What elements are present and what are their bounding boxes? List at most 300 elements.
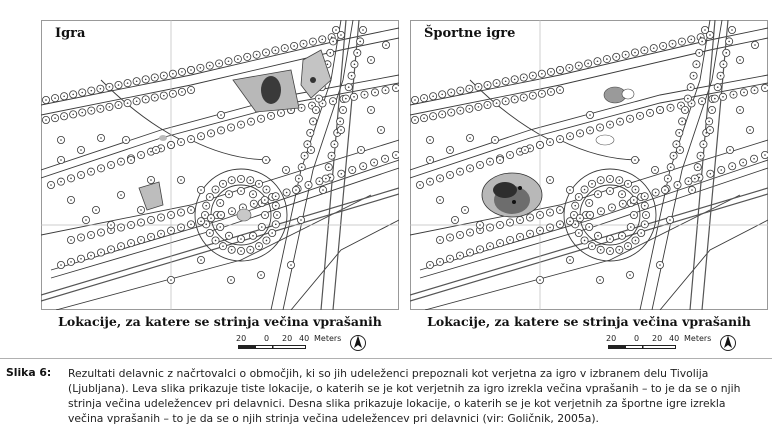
tree-dot — [231, 210, 233, 212]
scale-bar-graphic — [608, 345, 676, 349]
tree-dot — [385, 44, 387, 46]
tree-dot — [154, 77, 156, 79]
tree-dot — [574, 224, 576, 226]
tree-dot — [729, 149, 731, 151]
sports-point — [512, 200, 516, 204]
tree-dot — [140, 209, 142, 211]
tree-dot — [749, 129, 751, 131]
scale-label: 0 — [264, 334, 270, 343]
tree-dot — [635, 240, 637, 242]
tree-dot — [619, 249, 621, 251]
tree-dot — [384, 158, 386, 160]
tree-dot — [200, 189, 202, 191]
tree-dot — [588, 202, 590, 204]
tree-dot — [307, 143, 309, 145]
tree-dot — [145, 99, 147, 101]
tree-dot — [246, 56, 248, 58]
tree-dot — [385, 89, 387, 91]
tree-dot — [589, 114, 591, 116]
tree-dot — [574, 205, 576, 207]
tree-dot — [154, 97, 156, 99]
tree-dot — [228, 235, 230, 237]
map-panel-igra — [41, 20, 399, 310]
tree-dot — [220, 130, 222, 132]
tree-dot — [635, 189, 637, 191]
tree-dot — [200, 135, 202, 137]
tree-dot — [231, 249, 233, 251]
map-panel-sportne-igre — [410, 20, 768, 310]
tree-dot — [150, 151, 152, 153]
tree-dot — [609, 190, 611, 192]
scale-label: 40 — [669, 334, 680, 343]
tree-dot — [100, 168, 102, 170]
tree-dot — [264, 199, 266, 201]
tree-dot — [579, 217, 581, 219]
tree-dot — [270, 115, 272, 117]
tree-dot — [559, 89, 561, 91]
tree-dot — [662, 45, 664, 47]
tree-dot — [303, 43, 305, 45]
tree-dot — [335, 29, 337, 31]
tree-dot — [673, 155, 675, 157]
tree-dot — [63, 95, 65, 97]
tree-dot — [691, 103, 693, 105]
tree-dot — [110, 164, 112, 166]
tree-dot — [509, 239, 511, 241]
tree-dot — [298, 178, 300, 180]
tree-dot — [351, 169, 353, 171]
tree-dot — [489, 245, 491, 247]
tree-dot — [118, 104, 120, 106]
tree-dot — [242, 207, 244, 209]
tree-dot — [680, 105, 682, 107]
tree-dot — [469, 137, 471, 139]
caption-divider — [0, 358, 772, 359]
tree-dot — [359, 41, 361, 43]
map-title: Športne igre — [424, 26, 516, 41]
tree-dot — [681, 121, 683, 123]
tree-dot — [700, 155, 702, 157]
tree-dot — [145, 79, 147, 81]
tree-dot — [260, 118, 262, 120]
tree-dot — [256, 54, 258, 56]
tree-dot — [205, 224, 207, 226]
tree-dot — [573, 214, 575, 216]
tree-dot — [163, 95, 165, 97]
tree-dot — [479, 249, 481, 251]
tree-dot — [304, 155, 306, 157]
tree-dot — [449, 237, 451, 239]
tree-dot — [649, 112, 651, 114]
tree-dot — [190, 89, 192, 91]
tree-dot — [130, 242, 132, 244]
tree-dot — [295, 189, 297, 191]
tree-dot — [634, 159, 636, 161]
tree-dot — [519, 219, 521, 221]
tree-dot — [200, 259, 202, 261]
tree-dot — [261, 226, 263, 228]
tree-dot — [100, 232, 102, 234]
tree-dot — [634, 52, 636, 54]
tree-dot — [659, 109, 661, 111]
tree-dot — [600, 210, 602, 212]
tree-dot — [190, 209, 192, 211]
tree-dot — [341, 173, 343, 175]
tree-dot — [722, 96, 724, 98]
tree-dot — [356, 52, 358, 54]
tree-dot — [163, 75, 165, 77]
tree-dot — [459, 234, 461, 236]
tree-dot — [312, 41, 314, 43]
tree-dot — [63, 115, 65, 117]
play-point — [310, 77, 316, 83]
tree-dot — [253, 203, 255, 205]
tree-dot — [659, 264, 661, 266]
tree-dot — [499, 159, 501, 161]
tree-dot — [469, 108, 471, 110]
play-area — [159, 135, 167, 141]
tree-dot — [170, 214, 172, 216]
tree-dot — [615, 56, 617, 58]
tree-dot — [694, 178, 696, 180]
tree-dot — [140, 154, 142, 156]
figure-label: Slika 6: — [6, 366, 52, 379]
tree-dot — [240, 178, 242, 180]
tree-dot — [130, 159, 132, 161]
tree-dot — [709, 129, 711, 131]
tree-dot — [450, 92, 452, 94]
tree-dot — [170, 230, 172, 232]
sports-area — [622, 89, 634, 99]
tree-dot — [549, 179, 551, 181]
tree-dot — [509, 154, 511, 156]
tree-dot — [155, 149, 157, 151]
tree-dot — [639, 115, 641, 117]
tree-dot — [319, 180, 321, 182]
tree-dot — [710, 173, 712, 175]
tree-dot — [439, 239, 441, 241]
tree-dot — [120, 227, 122, 229]
tree-dot — [140, 239, 142, 241]
tree-dot — [130, 224, 132, 226]
tree-dot — [285, 169, 287, 171]
tree-dot — [549, 227, 551, 229]
tree-dot — [110, 224, 112, 226]
tree-dot — [54, 97, 56, 99]
tree-dot — [70, 178, 72, 180]
tree-dot — [655, 192, 657, 194]
tree-dot — [45, 119, 47, 121]
tree-dot — [569, 220, 571, 222]
tree-dot — [353, 96, 355, 98]
tree-dot — [230, 127, 232, 129]
tree-dot — [100, 137, 102, 139]
tree-dot — [653, 47, 655, 49]
tree-dot — [742, 162, 744, 164]
tree-dot — [204, 214, 206, 216]
tree-dot — [549, 141, 551, 143]
tree-dot — [539, 230, 541, 232]
tree-dot — [489, 161, 491, 163]
tree-dot — [625, 54, 627, 56]
tree-dot — [50, 184, 52, 186]
tree-dot — [266, 189, 268, 191]
tree-dot — [609, 250, 611, 252]
tree-dot — [414, 99, 416, 101]
tree-dot — [584, 240, 586, 242]
tree-dot — [345, 98, 347, 100]
tree-dot — [690, 86, 692, 88]
tree-dot — [701, 100, 703, 102]
tree-dot — [276, 214, 278, 216]
tree-dot — [739, 109, 741, 111]
tree-dot — [275, 224, 277, 226]
tree-dot — [676, 143, 678, 145]
tree-dot — [559, 138, 561, 140]
tree-dot — [228, 60, 230, 62]
tree-dot — [478, 86, 480, 88]
tree-dot — [231, 179, 233, 181]
tree-dot — [432, 115, 434, 117]
tree-dot — [514, 99, 516, 101]
tree-dot — [228, 193, 230, 195]
tree-dot — [449, 149, 451, 151]
tree-dot — [81, 92, 83, 94]
figure-caption: Rezultati delavnic z načrtovalci o območjih, ki so jih udeleženci prepoznali kot verjetna za igro v izbranem delu Tivolija (Ljubljana). Leva slika prikazuje tiste lokacije, o katerih se je kot verjetnih za igro izrekla večina vprašanih – to je da se o njih strinja večina udeležencev pri delavnici. Desna slika prikazuje lokacije, o katerih se je kot verjetnih za športne igre izrekla večina vprašanih – to je da se o njih strinja večina udeležencev pri delavnici (vir: Goličnik, 2005a). — [68, 367, 741, 425]
tree-dot — [441, 94, 443, 96]
tree-dot — [210, 217, 212, 219]
tree-dot — [370, 109, 372, 111]
tree-dot — [329, 52, 331, 54]
tree-dot — [150, 219, 152, 221]
tree-dot — [678, 132, 680, 134]
tree-dot — [354, 63, 356, 65]
tree-dot — [265, 159, 267, 161]
tree-dot — [701, 41, 703, 43]
tree-dot — [439, 178, 441, 180]
tree-dot — [644, 50, 646, 52]
tree-dot — [120, 245, 122, 247]
tree-dot — [696, 63, 698, 65]
tree-dot — [300, 219, 302, 221]
tree-dot — [569, 67, 571, 69]
tree-dot — [519, 151, 521, 153]
tree-dot — [110, 229, 112, 231]
tree-dot — [654, 169, 656, 171]
tree-dot — [180, 179, 182, 181]
tree-dot — [219, 226, 221, 228]
tree-dot — [681, 41, 683, 43]
tree-dot — [469, 88, 471, 90]
tree-dot — [301, 107, 303, 109]
tree-dot — [140, 222, 142, 224]
tree-dot — [80, 174, 82, 176]
tree-dot — [70, 239, 72, 241]
tree-dot — [70, 261, 72, 263]
tree-dot — [691, 189, 693, 191]
tree-dot — [100, 88, 102, 90]
tree-dot — [219, 202, 221, 204]
tree-dot — [250, 179, 252, 181]
tree-dot — [589, 214, 591, 216]
tree-dot — [621, 235, 623, 237]
tree-dot — [215, 189, 217, 191]
tree-dot — [487, 84, 489, 86]
tree-dot — [209, 196, 211, 198]
tree-dot — [322, 189, 324, 191]
north-arrow-icon — [350, 334, 366, 352]
tree-dot — [559, 209, 561, 211]
tree-dot — [731, 29, 733, 31]
tree-dot — [739, 59, 741, 61]
tree-dot — [275, 195, 277, 197]
tree-dot — [275, 50, 277, 52]
tree-dot — [597, 60, 599, 62]
tree-dot — [190, 138, 192, 140]
tree-dot — [266, 240, 268, 242]
tree-dot — [743, 92, 745, 94]
tree-dot — [494, 139, 496, 141]
tree-dot — [310, 149, 312, 151]
tree-dot — [180, 141, 182, 143]
tree-dot — [209, 232, 211, 234]
tree-dot — [240, 190, 242, 192]
tree-dot — [633, 214, 635, 216]
tree-dot — [541, 93, 543, 95]
tree-dot — [230, 279, 232, 281]
scale-label: 0 — [634, 334, 640, 343]
tree-dot — [351, 75, 353, 77]
tree-dot — [569, 135, 571, 137]
tree-dot — [633, 199, 635, 201]
tree-dot — [754, 89, 756, 91]
map-title: Igra — [55, 26, 86, 41]
tree-dot — [629, 118, 631, 120]
tree-dot — [395, 87, 397, 89]
tree-dot — [60, 139, 62, 141]
tree-dot — [469, 252, 471, 254]
tree-dot — [334, 143, 336, 145]
tree-dot — [429, 264, 431, 266]
tree-dot — [664, 189, 666, 191]
tree-dot — [362, 29, 364, 31]
tree-dot — [599, 127, 601, 129]
tree-dot — [60, 264, 62, 266]
tree-dot — [419, 184, 421, 186]
tree-dot — [704, 29, 706, 31]
tree-dot — [340, 129, 342, 131]
tree-dot — [190, 224, 192, 226]
tree-dot — [127, 102, 129, 104]
tree-dot — [529, 217, 531, 219]
tree-dot — [250, 249, 252, 251]
tree-dot — [150, 236, 152, 238]
tree-dot — [80, 237, 82, 239]
tree-dot — [454, 219, 456, 221]
tree-dot — [328, 166, 330, 168]
tree-dot — [423, 117, 425, 119]
tree-dot — [150, 179, 152, 181]
north-arrow-icon — [720, 334, 736, 352]
tree-dot — [120, 194, 122, 196]
tree-dot — [731, 165, 733, 167]
tree-dot — [529, 233, 531, 235]
tree-dot — [181, 71, 183, 73]
tree-dot — [629, 274, 631, 276]
scale-label: 20 — [236, 334, 247, 343]
tree-dot — [90, 255, 92, 257]
tree-dot — [423, 97, 425, 99]
tree-dot — [271, 232, 273, 234]
scale-label: 40 — [299, 334, 310, 343]
tree-dot — [529, 148, 531, 150]
tree-dot — [720, 169, 722, 171]
tree-dot — [290, 109, 292, 111]
tree-dot — [200, 67, 202, 69]
tree-dot — [321, 39, 323, 41]
tree-dot — [170, 279, 172, 281]
tree-dot — [449, 174, 451, 176]
scale-unit: Meters — [314, 334, 342, 343]
tree-dot — [318, 98, 320, 100]
tree-dot — [81, 112, 83, 114]
tree-dot — [429, 159, 431, 161]
tree-dot — [414, 119, 416, 121]
tree-dot — [600, 179, 602, 181]
tree-dot — [764, 87, 766, 89]
tree-dot — [690, 39, 692, 41]
tree-dot — [725, 52, 727, 54]
tree-dot — [606, 58, 608, 60]
tree-dot — [523, 97, 525, 99]
tree-dot — [286, 192, 288, 194]
tree-dot — [754, 44, 756, 46]
tree-dot — [550, 71, 552, 73]
park-map-sportne-igre — [410, 20, 768, 310]
tree-dot — [125, 139, 127, 141]
tree-dot — [91, 110, 93, 112]
tree-dot — [591, 245, 593, 247]
tree-dot — [85, 219, 87, 221]
sports-point — [518, 186, 522, 190]
tree-dot — [733, 94, 735, 96]
tree-dot — [252, 235, 254, 237]
sports-area-core — [493, 182, 517, 198]
tree-dot — [210, 133, 212, 135]
tree-dot — [672, 43, 674, 45]
tree-dot — [588, 226, 590, 228]
tree-dot — [280, 112, 282, 114]
tree-dot — [578, 65, 580, 67]
tree-dot — [293, 45, 295, 47]
tree-dot — [160, 233, 162, 235]
tree-dot — [327, 63, 329, 65]
tree-dot — [549, 212, 551, 214]
tree-dot — [220, 114, 222, 116]
tree-dot — [714, 98, 716, 100]
tree-dot — [429, 181, 431, 183]
tree-dot — [301, 166, 303, 168]
tree-dot — [395, 154, 397, 156]
tree-dot — [120, 161, 122, 163]
tree-dot — [578, 196, 580, 198]
tree-dot — [630, 226, 632, 228]
tree-dot — [698, 52, 700, 54]
tree-dot — [342, 109, 344, 111]
tree-dot — [172, 73, 174, 75]
tree-dot — [72, 94, 74, 96]
tree-dot — [587, 63, 589, 65]
